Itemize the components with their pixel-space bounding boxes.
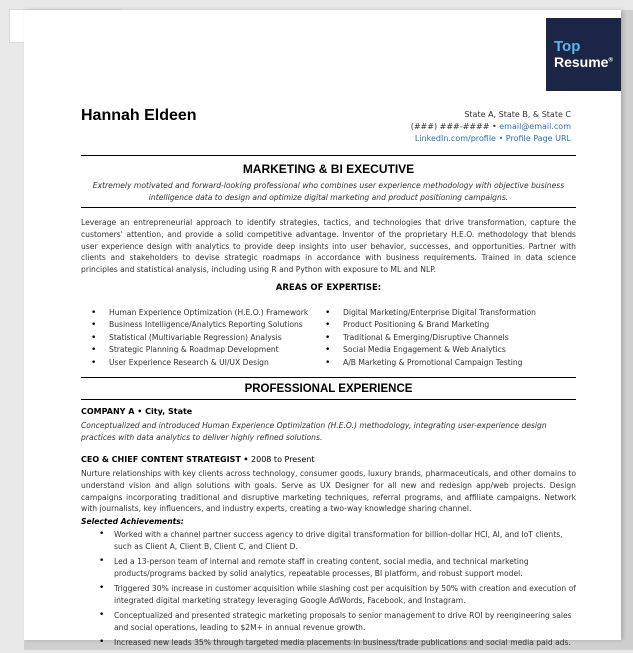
expertise-item: • Traditional & Emerging/Disruptive Channels [325, 332, 536, 344]
divider-experience-top [81, 377, 576, 378]
expertise-item: • A/B Marketing & Promotional Campaign Testing [325, 357, 536, 369]
role-dates: 2008 to Present [251, 455, 315, 464]
achievement-item: • Increased new leads 35% through targeted media placements in business/trade publications and social media paid ads. [99, 637, 577, 649]
expertise-item: • Product Positioning & Brand Marketing [325, 319, 536, 331]
achievements-title: Selected Achievements: [81, 517, 184, 526]
company-description: Conceptualized and introduced Human Experience Optimization (H.E.O.) methodology, integrating user-experience design practices with data analytics to deliver highly refined solutions. [81, 421, 547, 442]
logo-resume-text [554, 54, 613, 70]
headline-title: MARKETING & BI EXECUTIVE [242, 162, 415, 176]
expertise-title: AREAS OF EXPERTISE: [275, 283, 382, 293]
contact-block [411, 109, 571, 145]
experience-title: PROFESSIONAL EXPERIENCE [244, 383, 413, 395]
logo-top-text: Top [554, 38, 581, 55]
expertise-item: • Social Media Engagement & Web Analytics [325, 344, 536, 356]
contact-separator: • [491, 122, 497, 131]
expertise-list-left [91, 307, 308, 369]
role-line [81, 455, 315, 464]
divider-experience-bottom [81, 399, 576, 400]
contact-separator-2: • [498, 134, 504, 143]
logo-resume-word: Resume [554, 54, 609, 70]
contact-location: State A, State B, & State C [464, 110, 571, 119]
expertise-item: • Business Intelligence/Analytics Reporting Solutions [91, 319, 308, 331]
company-bullet: • [137, 407, 143, 416]
role-title: CEO & CHIEF CONTENT STRATEGIST [81, 455, 241, 464]
expertise-item: • Strategic Planning & Roadmap Development [91, 344, 308, 356]
achievement-item: • Conceptualized and presented strategic marketing proposals to senior management to drive ROI by reengineering sales and social operations, leading to $2M+ in annual revenue growth. [99, 610, 577, 634]
achievements-list [99, 529, 577, 653]
summary-paragraph: Leverage an entrepreneurial approach to identify strategies, tactics, and technologies that drive transformation, capture the customers' attention, and provide a solid competitive advantage. Inventor of the proprietary H.E.O. methodology that blends user experience design with analytics to provide deep insights into user behavior, successes, and opportunities. Partner with clients and stakeholders to devise strategic roadmaps in accordance with business requirements. Trained in data science principles and statistical analysis, including using R and Python with exposure to ML and NLP. [81, 218, 576, 275]
contact-email-link[interactable]: email@email.com [499, 122, 571, 131]
company-location: City, State [145, 407, 193, 416]
divider-top [81, 155, 576, 156]
contact-phone: (###) ###-#### [410, 122, 490, 131]
linkedin-link[interactable]: LinkedIn.com/profile [414, 134, 496, 143]
company-name: COMPANY A [81, 407, 135, 416]
top-resume-logo [546, 18, 621, 91]
expertise-item: • Human Experience Optimization (H.E.O.) Framework [91, 307, 308, 319]
expertise-item: • Statistical (Multivariable Regression) Analysis [91, 332, 308, 344]
logo-registered-mark: ® [608, 57, 613, 64]
achievement-item: • Led a 13-person team of internal and remote staff in creating content, social media, and technical marketing products/programs backed by solid analytics, repeatable processes, BI platform, and robust support model. [99, 556, 577, 580]
expertise-item: • Digital Marketing/Enterprise Digital Transformation [325, 307, 536, 319]
achievement-item: • Triggered 30% increase in customer acquisition while slashing cost per acquisition by 50% with creation and execution of integrated digital marketing strategy leveraging Google AdWords, Facebook, and Instagram. [99, 583, 577, 607]
headline-tagline: Extremely motivated and forward-looking professional who combines user experience methodology with objective business intelligence data to design and optimize digital marketing and product positioning campaigns. [92, 181, 565, 202]
achievement-item: • Worked with a channel partner success agency to drive digital transformation for billion-dollar HCI, AI, and IoT clients, such as Client A, Client B, Client C, and Client D. [99, 529, 577, 553]
resume-paper [24, 10, 621, 648]
portfolio-link[interactable]: Profile Page URL [505, 134, 571, 143]
company-line [81, 407, 192, 416]
expertise-item: • User Experience Research & UI/UX Design [91, 357, 308, 369]
contact-line-2 [411, 121, 571, 133]
role-bullet: • [243, 455, 249, 464]
role-description: Nurture relationships with key clients across technology, consumer goods, luxury brands, pharmaceuticals, and other domains to understand vision and align solutions with goals. Serve as UX Designer for all new and redesign app/web projects. Design campaigns incorporating traditional and disruptive marketing techniques, referral programs, and affiliate campaigns. Network with journalists, key influencers, and industry experts, creating a two-way knowledge sharing channel. [81, 469, 576, 514]
document-page [24, 10, 633, 650]
contact-line-3 [411, 133, 571, 145]
divider-tagline [81, 207, 576, 208]
candidate-name: Hannah Eldeen [81, 107, 197, 124]
expertise-list-right [325, 307, 536, 369]
